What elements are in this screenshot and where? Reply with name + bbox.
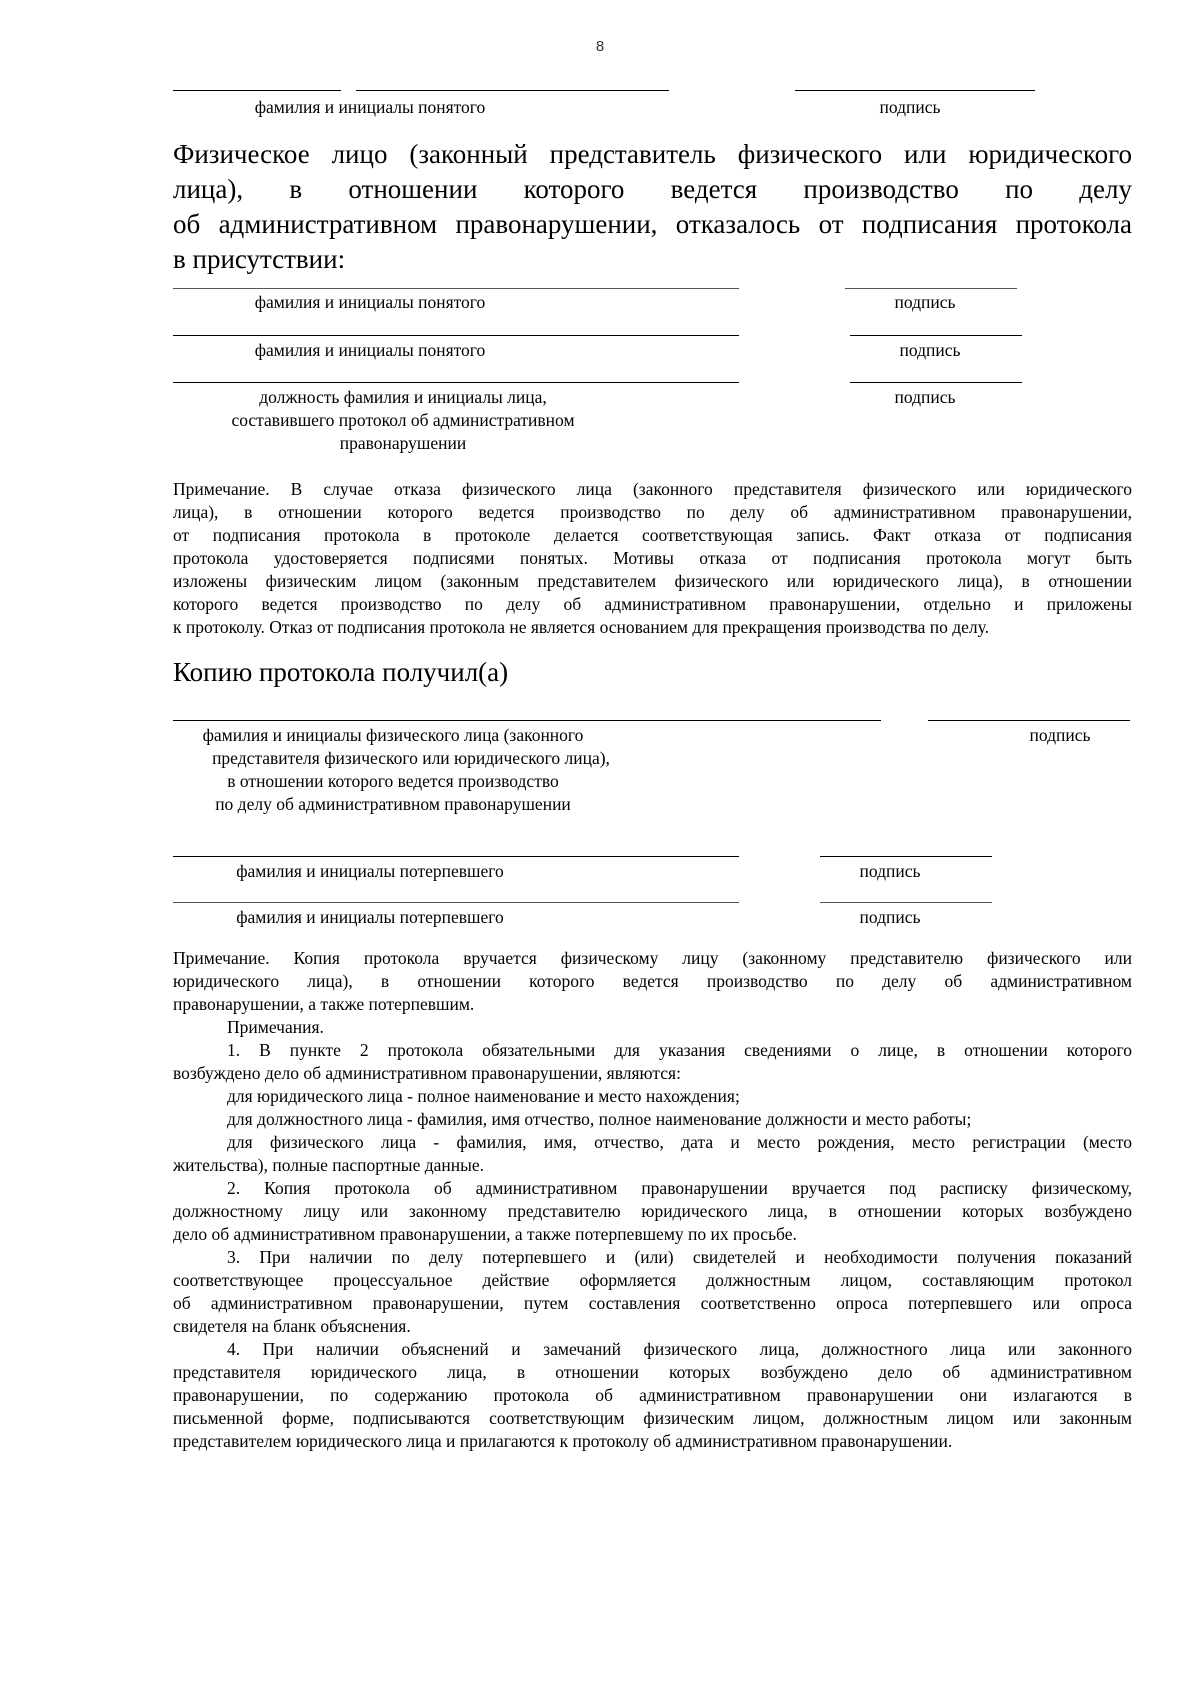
victim2-sig-caption: подпись (859, 907, 921, 927)
refusal-heading (173, 137, 1132, 277)
person-caption-3: в отношении которого ведется производство (227, 771, 559, 791)
top-signature-caption: подпись (879, 97, 941, 117)
top-signature-line (795, 90, 1035, 91)
note-line: лица), в отношении которого ведется производство по делу об административном правонарушении, (173, 502, 1132, 522)
remark-1a: для юридического лица - полное наименование и место нахождения; (227, 1086, 740, 1106)
person-sig-caption: подпись (1029, 725, 1091, 745)
person-caption-2: представителя физического или юридического лица), (212, 748, 610, 768)
remark-3-line: соответствующее процессуальное действие оформляется должностным лицом, составляющим протокол (173, 1270, 1132, 1290)
remark-3-line: об административном правонарушении, путем составления соответственно опроса потерпевшего или опроса (173, 1293, 1132, 1313)
witness2-caption: фамилия и инициалы понятого (254, 340, 486, 360)
official-caption-1: должность фамилия и инициалы лица, (259, 387, 547, 407)
sig1-caption: подпись (894, 292, 956, 312)
top-witness-caption: фамилия и инициалы понятого (254, 97, 486, 117)
sig3-caption: подпись (894, 387, 956, 407)
refusal-heading-line: в присутствии: (173, 244, 346, 274)
copy-note-and-remarks (173, 947, 1132, 1453)
note-line: изложены физическим лицом (законным представителем физического или юридического лица), в отношении (173, 571, 1132, 591)
remark-2-line: должностному лицу или законному представителю юридического лица, в отношении которых возбуждено (173, 1201, 1132, 1221)
victim2-caption: фамилия и инициалы потерпевшего (236, 907, 504, 927)
remark-4-line: письменной форме, подписываются соответствующим физическим лицом, должностным лицом или законным (173, 1408, 1132, 1428)
person-caption-4: по делу об административном правонарушении (215, 794, 571, 814)
remark-1-line: 1. В пункте 2 протокола обязательными для указания сведениями о лице, в отношении которого (227, 1040, 1132, 1060)
remark-1c-line: для физического лица - фамилия, имя, отчество, дата и место рождения, место регистрации (место (227, 1132, 1132, 1152)
sig3-line (850, 382, 1022, 383)
refusal-heading-line: об административном правонарушении, отказалось от подписания протокола (173, 209, 1132, 239)
official-line (173, 382, 739, 383)
top-name-line (356, 90, 669, 91)
sig2-line (850, 335, 1022, 336)
remarks-title: Примечания. (227, 1017, 324, 1037)
victim1-sig-caption: подпись (859, 861, 921, 881)
note-line: протокола удостоверяется подписями понятых. Мотивы отказа от подписания протокола могут быть (173, 548, 1132, 568)
note-line: от подписания протокола в протоколе делается соответствующая запись. Факт отказа от подписания (173, 525, 1132, 545)
witness1-line (173, 288, 739, 289)
person-caption-1: фамилия и инициалы физического лица (законного (202, 725, 584, 745)
victim1-caption: фамилия и инициалы потерпевшего (236, 861, 504, 881)
refusal-note (173, 478, 1132, 639)
remark-3-line: 3. При наличии по делу потерпевшего и (или) свидетелей и необходимости получения показаний (227, 1247, 1132, 1267)
victim1-sig-line (820, 856, 992, 857)
person-sig-line (928, 720, 1130, 721)
note-line: Примечание. Копия протокола вручается физическому лицу (законному представителю физического или (173, 948, 1132, 968)
remark-2-line: дело об административном правонарушении, а также потерпевшему по их просьбе. (173, 1224, 797, 1244)
note-line: Примечание. В случае отказа физического лица (законного представителя физического или юридического (173, 479, 1132, 499)
page-number: 8 (595, 38, 605, 55)
refusal-heading-line: лица), в отношении которого ведется производство по делу (173, 174, 1132, 204)
victim2-sig-line (820, 902, 992, 903)
refusal-heading-line: Физическое лицо (законный представитель физического или юридического (173, 139, 1132, 169)
remark-1b: для должностного лица - фамилия, имя отчество, полное наименование должности и место работы; (227, 1109, 972, 1129)
sig1-line (845, 288, 1017, 289)
note-line: к протоколу. Отказ от подписания протокола не является основанием для прекращения производства по делу. (173, 617, 990, 637)
official-caption-3: правонарушении (339, 433, 467, 453)
note-line: которого ведется производство по делу об административном правонарушении, отдельно и приложены (173, 594, 1132, 614)
victim1-line (173, 856, 739, 857)
remark-3-line: свидетеля на бланк объяснения. (173, 1316, 411, 1336)
remark-4-line: представителя юридического лица, в отношении которых возбуждено дело об административном (173, 1362, 1132, 1382)
victim2-line (173, 902, 739, 903)
witness2-line (173, 335, 739, 336)
remark-2-line: 2. Копия протокола об административном правонарушении вручается под расписку физическому, (227, 1178, 1132, 1198)
remark-1-line: возбуждено дело об административном правонарушении, являются: (173, 1063, 681, 1083)
remark-4-line: правонарушении, по содержанию протокола об административном правонарушении они излагаются в (173, 1385, 1132, 1405)
official-caption-2: составившего протокол об административном (231, 410, 575, 430)
note-line: правонарушении, а также потерпевшим. (173, 994, 475, 1014)
sig2-caption: подпись (899, 340, 961, 360)
copy-received-heading: Копию протокола получил(а) (173, 657, 509, 687)
remark-4-line: представителем юридического лица и прилагаются к протоколу об административном правонарушении. (173, 1431, 953, 1451)
top-short-line (173, 90, 341, 91)
witness1-caption: фамилия и инициалы понятого (254, 292, 486, 312)
note-line: юридического лица), в отношении которого ведется производство по делу об административном (173, 971, 1132, 991)
person-line (173, 720, 881, 721)
remark-1c-line: жительства), полные паспортные данные. (173, 1155, 485, 1175)
remark-4-line: 4. При наличии объяснений и замечаний физического лица, должностного лица или законного (227, 1339, 1132, 1359)
